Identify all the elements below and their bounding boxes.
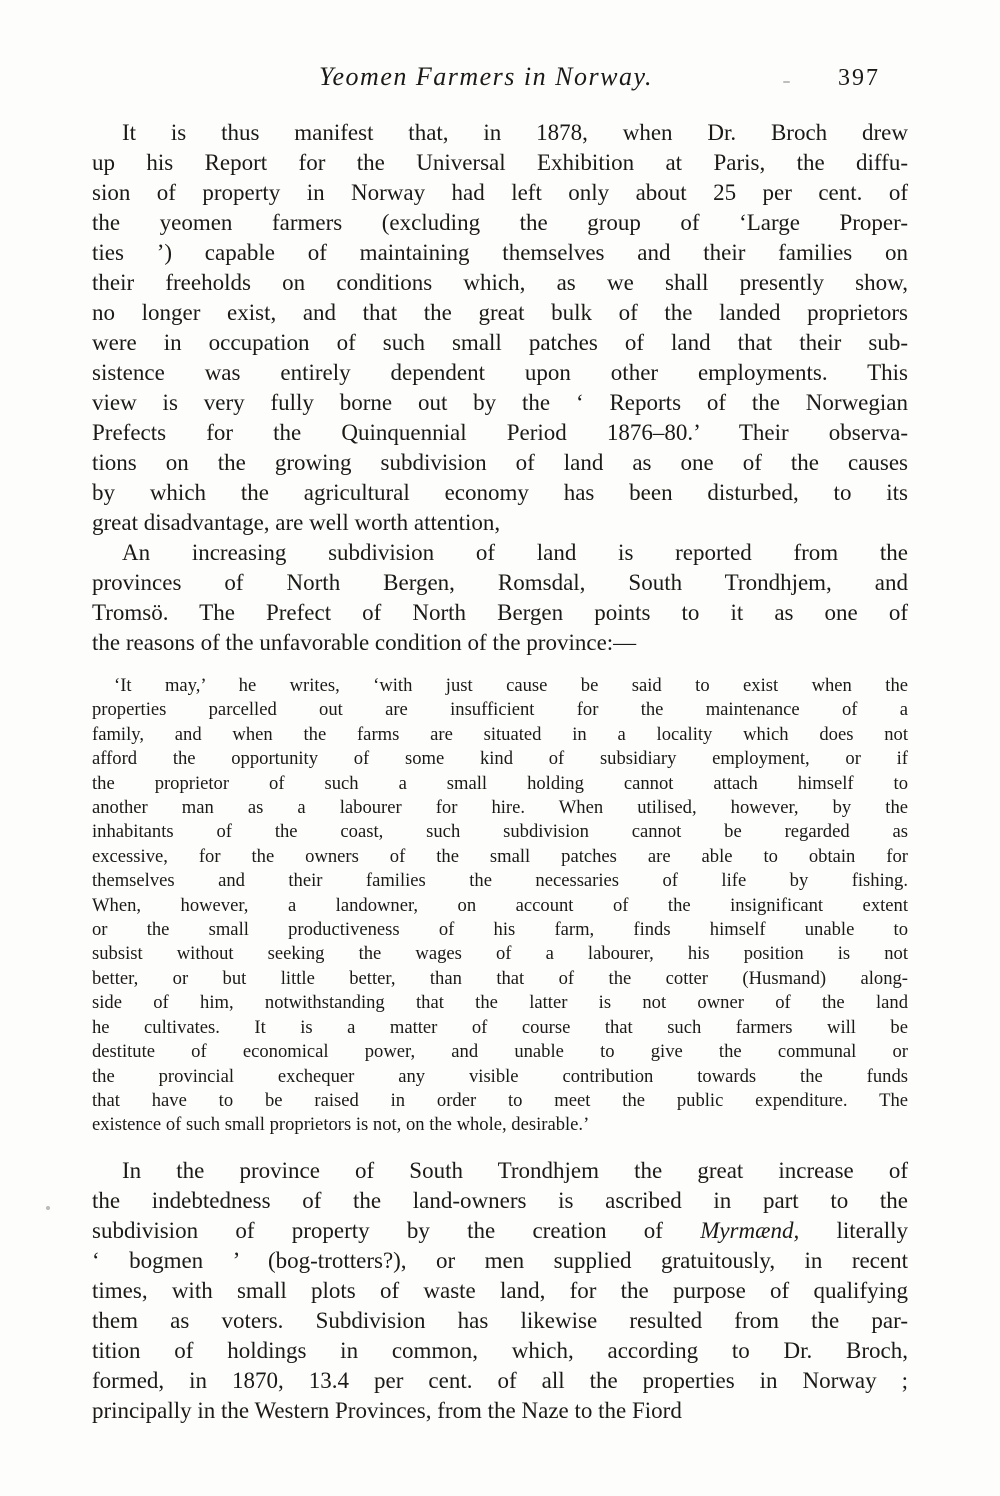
text-line: ‘It may,’ he writes, ‘with just cause be said to exist when the [114,675,908,696]
text-line: no longer exist, and that the great bulk of the landed proprietors [92,300,908,325]
text-line: Tromsö. The Prefect of North Bergen points to it as one of [92,600,908,625]
scan-speck [46,1206,50,1210]
running-title: Yeomen Farmers in Norway. [318,62,654,91]
text-line: the indebtedness of the land-owners is ascribed in part to the [92,1187,908,1213]
scan-speck [783,81,790,83]
text-line: the provincial exchequer any visible contribution towards the funds [92,1065,908,1087]
text-line: properties parcelled out are insufficient for the maintenance of a [92,699,908,721]
text-line: better, or but little better, than that of the cotter (Husmand) along- [92,967,908,989]
text-line: or the small productiveness of his farm, finds himself unable to [92,919,908,941]
text-line: inhabitants of the coast, such subdivision cannot be regarded as [92,821,908,843]
text-line: tions on the growing subdivision of land as one of the causes [92,450,908,475]
text-line: the reasons of the unfavorable condition of the province:— [92,630,637,655]
text-line: themselves and their families the necessaries of life by fishing. [92,870,908,892]
text-line: times, with small plots of waste land, for the purpose of qualifying [92,1277,908,1303]
paragraph-increasing-subdivision [92,538,908,658]
text-line: formed, in 1870, 13.4 per cent. of all the properties in Norway ; [92,1367,908,1393]
text-line: subsist without seeking the wages of a labourer, his position is not [92,943,908,965]
text-line: It is thus manifest that, in 1878, when Dr. Broch drew [122,120,908,145]
text-line: existence of such small proprietors is not, on the whole, desirable.’ [92,1114,590,1136]
text-line: In the province of South Trondhjem the great increase of [122,1157,908,1183]
text-line: tition of holdings in common, which, according to Dr. Broch, [92,1337,908,1363]
text-line: destitute of economical power, and unable to give the communal or [92,1041,908,1063]
text-line: An increasing subdivision of land is reported from the [122,540,908,565]
text-line: by which the agricultural economy has been disturbed, to its [92,480,908,505]
text-line: their freeholds on conditions which, as we shall presently show, [92,270,908,295]
text-line: sion of property in Norway had left only about 25 per cent. of [92,180,908,205]
text-line: great disadvantage, are well worth attention, [92,510,501,535]
text-line: ‘ bogmen ’ (bog-trotters?), or men supplied gratuitously, in recent [92,1247,908,1273]
text-line: the proprietor of such a small holding cannot attach himself to [92,772,908,794]
page-number: 397 [838,65,880,91]
text-line: ties ’) capable of maintaining themselves and their families on [92,240,908,265]
text-line: that have to be raised in order to meet the public expenditure. The [92,1089,908,1111]
text-line: view is very fully borne out by the ‘ Reports of the Norwegian [92,390,908,415]
text-line: provinces of North Bergen, Romsdal, South Trondhjem, and [92,570,908,595]
text-line: another man as a labourer for hire. When utilised, however, by the [92,797,908,819]
paragraph-south-trondhjem [92,1156,908,1426]
text-line: side of him, notwithstanding that the latter is not owner of the land [92,992,908,1014]
text-line: subdivision of property by the creation of Myrmænd, literally [92,1217,908,1243]
text-line: up his Report for the Universal Exhibition at Paris, the diffu- [92,150,908,175]
text-line: them as voters. Subdivision has likewise resulted from the par- [92,1307,908,1333]
paragraph-broch-report [92,118,908,538]
text-line: sistence was entirely dependent upon other employments. This [92,360,908,385]
text-line: the yeomen farmers (excluding the group of ‘Large Proper- [92,210,908,235]
text-line: afford the opportunity of some kind of subsidiary employment, or if [92,748,908,770]
text-line: family, and when the farms are situated in a locality which does not [92,723,908,745]
text-line: principally in the Western Provinces, from the Naze to the Fiord [92,1397,682,1423]
text-line: When, however, a landowner, on account of the insignificant extent [92,894,908,916]
page-header [92,62,908,96]
blockquote-prefect-report [92,674,908,1138]
text-line: were in occupation of such small patches of land that their sub- [92,330,908,355]
text-line: he cultivates. It is a matter of course that such farmers will be [92,1016,908,1038]
text-line: excessive, for the owners of the small patches are able to obtain for [92,845,908,867]
text-line: Prefects for the Quinquennial Period 1876–80.’ Their observa- [92,420,908,445]
